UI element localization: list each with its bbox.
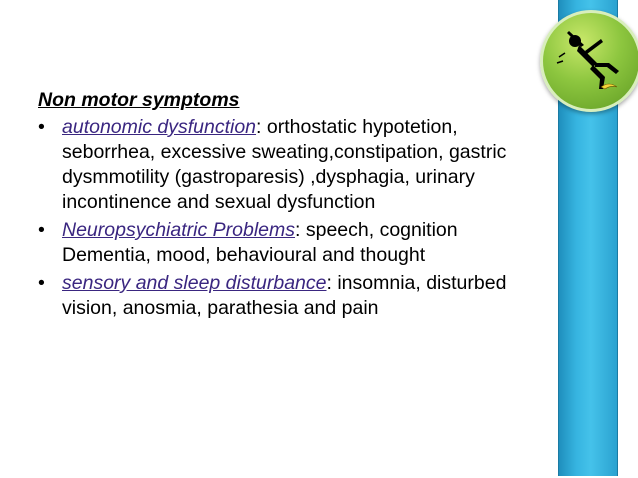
list-item-term: autonomic dysfunction <box>62 116 257 138</box>
list-item-text: : insomnia, disturbed vision, anosmia, parathesia and pain <box>62 272 507 319</box>
logo-badge <box>540 10 638 112</box>
list-item-term: sensory and sleep disturbance <box>62 272 327 294</box>
symptom-list <box>38 115 543 321</box>
list-item-text: : orthostatic hypotetion, seborrhea, excessive sweating,constipation, gastric dysmmotility (gastroparesis) ,dysphagia, urinary incontinence and sexual dysfunction <box>62 116 507 213</box>
bullet-icon: • <box>38 116 45 138</box>
slide-heading: Non motor symptoms <box>38 89 240 111</box>
bullet-icon: • <box>38 272 45 294</box>
list-item-text: : speech, cognition Dementia, mood, behavioural and thought <box>62 219 458 266</box>
list-item <box>38 271 543 321</box>
list-item <box>38 115 543 215</box>
list-item <box>38 218 543 268</box>
falling-person-icon <box>553 23 629 99</box>
bullet-icon: • <box>38 219 45 241</box>
list-item-term: Neuropsychiatric Problems <box>62 219 296 241</box>
slide-body <box>38 88 543 324</box>
